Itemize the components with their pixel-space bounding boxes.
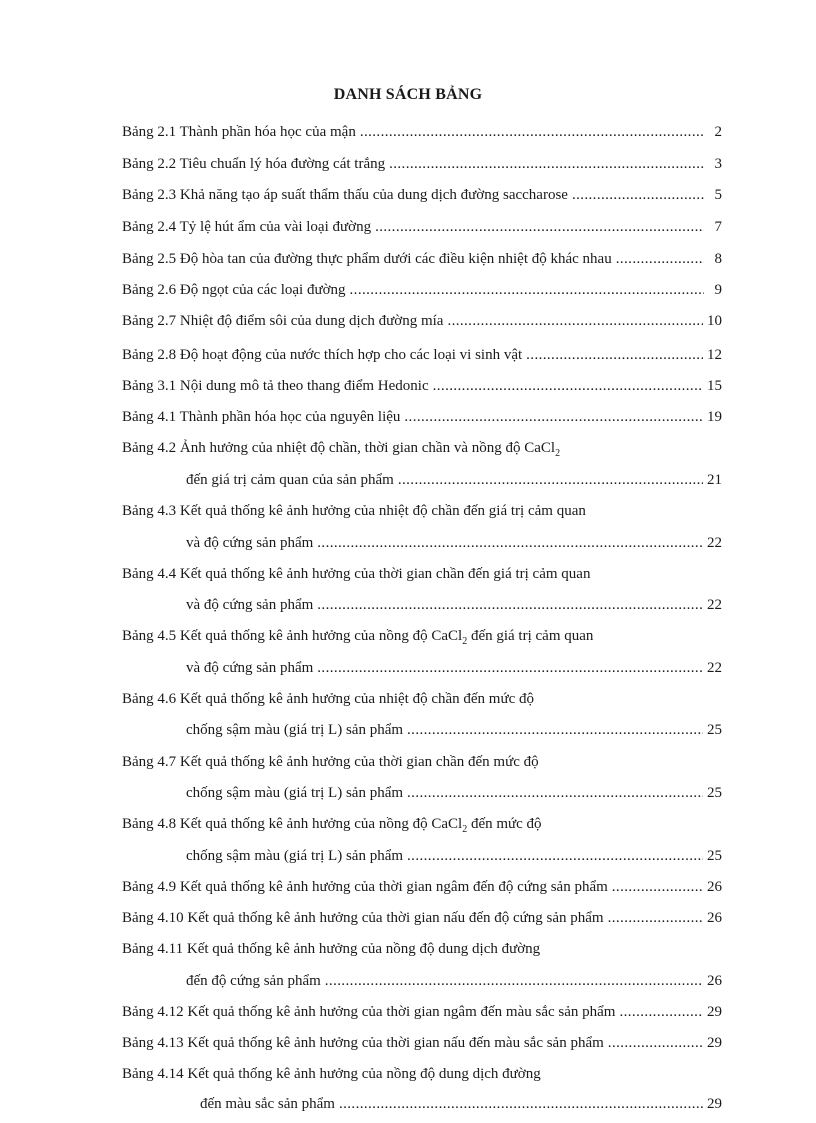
entry-title: Bảng 4.7 Kết quả thống kê ảnh hưởng của thời gian chần đến mức độ <box>122 754 539 770</box>
toc-entry-2-7[interactable] <box>122 311 722 331</box>
entry-page: 5 <box>714 187 722 203</box>
toc-entry-4-1[interactable] <box>122 407 722 427</box>
entry-title <box>122 438 560 458</box>
entry-title: chống sậm màu (giá trị L) sản phẩm <box>186 722 404 738</box>
dot-leader <box>398 470 703 490</box>
toc-entry-4-4-line2[interactable] <box>186 595 722 615</box>
entry-page: 25 <box>707 785 722 801</box>
toc-entry-4-6-line1[interactable] <box>122 689 534 709</box>
subscript: 2 <box>462 824 468 835</box>
entry-title: chống sậm màu (giá trị L) sản phẩm <box>186 848 404 864</box>
entry-title: Bảng 2.6 Độ ngọt của các loại đường <box>122 282 346 298</box>
toc-entry-4-13[interactable] <box>122 1033 722 1053</box>
toc-entry-4-3-line2[interactable] <box>186 533 722 553</box>
entry-title-text-cont: đến giá trị cảm quan <box>467 628 594 644</box>
dot-leader <box>608 1033 703 1053</box>
toc-entry-4-2-line2[interactable] <box>186 470 722 490</box>
entry-page: 3 <box>714 156 722 172</box>
toc-entry-4-12[interactable] <box>122 1002 722 1022</box>
entry-title: Bảng 2.5 Độ hòa tan của đường thực phẩm dưới các điều kiện nhiệt độ khác nhau <box>122 251 612 267</box>
entry-page: 7 <box>714 219 722 235</box>
dot-leader <box>616 249 704 269</box>
entry-page: 29 <box>707 1096 722 1112</box>
dot-leader <box>350 280 704 300</box>
entry-page: 22 <box>707 597 722 613</box>
entry-page: 22 <box>707 660 722 676</box>
entry-page: 26 <box>707 910 722 926</box>
toc-entry-4-8-line1[interactable] <box>122 814 542 834</box>
entry-page: 12 <box>707 347 722 363</box>
dot-leader <box>339 1094 703 1114</box>
entry-title: đến giá trị cảm quan của sản phẩm <box>186 472 394 488</box>
toc-entry-4-6-line2[interactable] <box>186 720 722 740</box>
entry-page: 22 <box>707 535 722 551</box>
toc-entry-4-4-line1[interactable] <box>122 564 590 584</box>
entry-page: 26 <box>707 879 722 895</box>
entry-title: Bảng 4.10 Kết quả thống kê ảnh hưởng của thời gian nấu đến độ cứng sản phẩm <box>122 910 604 926</box>
dot-leader <box>360 122 704 142</box>
entry-page: 15 <box>707 378 722 394</box>
dot-leader <box>317 533 703 553</box>
entry-page: 2 <box>714 124 722 140</box>
toc-entry-4-9[interactable] <box>122 877 722 897</box>
entry-title: Bảng 4.13 Kết quả thống kê ảnh hưởng của thời gian nấu đến màu sắc sản phẩm <box>122 1035 604 1051</box>
dot-leader <box>608 908 703 928</box>
dot-leader <box>325 971 703 991</box>
dot-leader <box>407 720 703 740</box>
entry-title: Bảng 4.1 Thành phần hóa học của nguyên liệu <box>122 409 401 425</box>
toc-entry-4-5-line1[interactable] <box>122 626 593 646</box>
entry-title: Bảng 2.1 Thành phần hóa học của mận <box>122 124 356 140</box>
entry-title: đến màu sắc sản phẩm <box>200 1096 335 1112</box>
entry-page: 26 <box>707 973 722 989</box>
dot-leader <box>526 345 703 365</box>
dot-leader <box>317 595 703 615</box>
dot-leader <box>447 311 703 331</box>
entry-title: Bảng 2.7 Nhiệt độ điểm sôi của dung dịch đường mía <box>122 313 444 329</box>
entry-title: Bảng 4.3 Kết quả thống kê ảnh hưởng của nhiệt độ chần đến giá trị cảm quan <box>122 503 586 519</box>
entry-title: chống sậm màu (giá trị L) sản phẩm <box>186 785 404 801</box>
entry-page: 29 <box>707 1035 722 1051</box>
entry-title: và độ cứng sản phẩm <box>186 660 314 676</box>
dot-leader <box>389 154 704 174</box>
toc-entry-2-1[interactable] <box>122 122 722 142</box>
subscript: 2 <box>555 448 561 459</box>
entry-title: Bảng 3.1 Nội dung mô tả theo thang điểm Hedonic <box>122 378 429 394</box>
toc-entry-2-3[interactable] <box>122 185 722 205</box>
dot-leader <box>317 658 703 678</box>
entry-page: 25 <box>707 722 722 738</box>
entry-page: 21 <box>707 472 722 488</box>
dot-leader <box>572 185 704 205</box>
toc-entry-4-14-line1[interactable] <box>122 1064 541 1084</box>
entry-title: Bảng 2.8 Độ hoạt động của nước thích hợp cho các loại vi sinh vật <box>122 347 523 363</box>
toc-entry-4-7-line1[interactable] <box>122 752 539 772</box>
toc-entry-4-8-line2[interactable] <box>186 846 722 866</box>
entry-title: Bảng 4.11 Kết quả thống kê ảnh hưởng của nồng độ dung dịch đường <box>122 941 541 957</box>
entry-title: Bảng 4.9 Kết quả thống kê ảnh hưởng của thời gian ngâm đến độ cứng sản phẩm <box>122 879 608 895</box>
entry-title: và độ cứng sản phẩm <box>186 597 314 613</box>
entry-title: đến độ cứng sản phẩm <box>186 973 321 989</box>
entry-page: 8 <box>714 251 722 267</box>
entry-title: Bảng 4.4 Kết quả thống kê ảnh hưởng của thời gian chần đến giá trị cảm quan <box>122 566 591 582</box>
entry-title: Bảng 4.12 Kết quả thống kê ảnh hưởng của thời gian ngâm đến màu sắc sản phẩm <box>122 1004 616 1020</box>
toc-entry-2-4[interactable] <box>122 217 722 237</box>
toc-entry-4-14-line2[interactable] <box>200 1094 722 1114</box>
toc-entry-3-1[interactable] <box>122 376 722 396</box>
toc-entry-2-8[interactable] <box>122 345 722 365</box>
entry-page: 29 <box>707 1004 722 1020</box>
entry-page: 9 <box>714 282 722 298</box>
toc-entry-2-5[interactable] <box>122 249 722 269</box>
dot-leader <box>612 877 703 897</box>
entry-title: Bảng 2.4 Tỷ lệ hút ẩm của vài loại đường <box>122 219 372 235</box>
toc-entry-4-5-line2[interactable] <box>186 658 722 678</box>
toc-entry-4-10[interactable] <box>122 908 722 928</box>
toc-entry-4-7-line2[interactable] <box>186 783 722 803</box>
entry-title-text: Bảng 4.5 Kết quả thống kê ảnh hưởng của nồng độ CaCl <box>122 628 463 644</box>
entry-title <box>122 626 593 646</box>
dot-leader <box>375 217 704 237</box>
dot-leader <box>407 783 703 803</box>
entry-page: 25 <box>707 848 722 864</box>
entry-title-text: Bảng 4.8 Kết quả thống kê ảnh hưởng của nồng độ CaCl <box>122 816 463 832</box>
entry-title <box>122 814 542 834</box>
dot-leader <box>407 846 703 866</box>
subscript: 2 <box>462 636 468 647</box>
toc-entry-4-3-line1[interactable] <box>122 501 586 521</box>
entry-title: Bảng 4.6 Kết quả thống kê ảnh hưởng của nhiệt độ chần đến mức độ <box>122 691 535 707</box>
toc-entry-4-2-line1[interactable] <box>122 438 560 458</box>
dot-leader <box>433 376 703 396</box>
entry-title-text: Bảng 4.2 Ảnh hưởng của nhiệt độ chần, thời gian chần và nồng độ CaCl <box>122 440 556 456</box>
toc-entry-4-11-line2[interactable] <box>186 971 722 991</box>
entry-title-text-cont: đến mức độ <box>467 816 542 832</box>
entry-page: 10 <box>707 313 722 329</box>
entry-title: Bảng 2.3 Khả năng tạo áp suất thẩm thấu của dung dịch đường saccharose <box>122 187 568 203</box>
entry-title: và độ cứng sản phẩm <box>186 535 314 551</box>
page-title: DANH SÁCH BẢNG <box>333 86 483 103</box>
entry-page: 19 <box>707 409 722 425</box>
toc-entry-4-11-line1[interactable] <box>122 939 540 959</box>
dot-leader <box>404 407 703 427</box>
toc-entry-2-2[interactable] <box>122 154 722 174</box>
dot-leader <box>619 1002 703 1022</box>
entry-title: Bảng 4.14 Kết quả thống kê ảnh hưởng của nồng độ dung dịch đường <box>122 1066 541 1082</box>
entry-title: Bảng 2.2 Tiêu chuẩn lý hóa đường cát trắng <box>122 156 386 172</box>
toc-entry-2-6[interactable] <box>122 280 722 300</box>
